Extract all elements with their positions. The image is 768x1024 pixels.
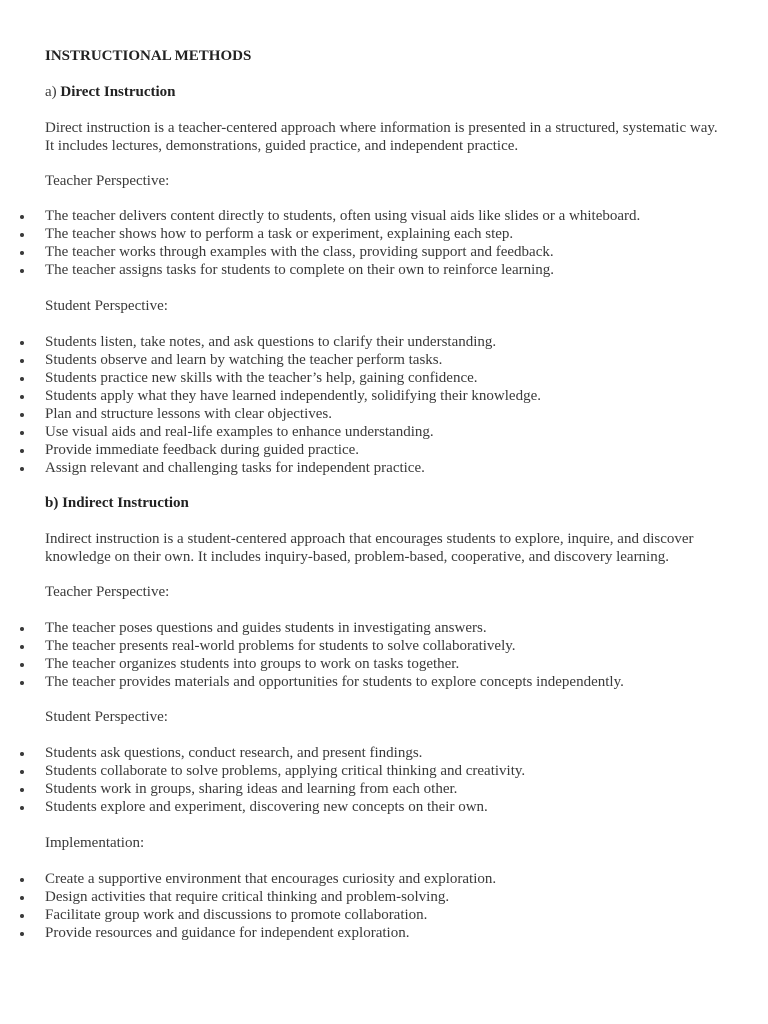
list-item: Assign relevant and challenging tasks for independent practice. (0, 459, 740, 477)
list-item: Provide immediate feedback during guided practice. (0, 441, 740, 459)
list-item: Provide resources and guidance for independent exploration. (0, 924, 740, 942)
list-item: The teacher poses questions and guides students in investigating answers. (0, 619, 740, 637)
section-b-description: Indirect instruction is a student-centered approach that encourages students to explore, inquire, and discover knowledge on their own. It includes inquiry-based, problem-based, cooperative, and discovery learning. (45, 531, 694, 565)
section-a-title: Direct Instruction (60, 84, 176, 100)
list-item: The teacher presents real-world problems for students to solve collaboratively. (0, 637, 740, 655)
list-item: Create a supportive environment that encourages curiosity and exploration. (0, 870, 740, 888)
list-item: Students work in groups, sharing ideas and learning from each other. (0, 780, 740, 798)
list-item: Students listen, take notes, and ask questions to clarify their understanding. (0, 333, 740, 351)
section-a-teacher-label: Teacher Perspective: (45, 173, 170, 189)
list-item: Design activities that require critical thinking and problem-solving. (0, 888, 740, 906)
section-b-student-label: Student Perspective: (45, 709, 168, 725)
list-item: The teacher provides materials and opportunities for students to explore concepts independently. (0, 673, 740, 691)
document-title: INSTRUCTIONAL METHODS (45, 48, 252, 64)
section-a-student-list (0, 333, 740, 477)
list-item: The teacher shows how to perform a task or experiment, explaining each step. (0, 225, 740, 243)
list-item: Students observe and learn by watching the teacher perform tasks. (0, 351, 740, 369)
section-b-teacher-label: Teacher Perspective: (45, 584, 170, 600)
section-b-implementation-list (0, 870, 740, 942)
section-b-teacher-list (0, 619, 740, 691)
list-item: Use visual aids and real-life examples to enhance understanding. (0, 423, 740, 441)
list-item: Plan and structure lessons with clear objectives. (0, 405, 740, 423)
list-item: Students practice new skills with the teacher’s help, gaining confidence. (0, 369, 740, 387)
section-a-prefix: a) (45, 84, 57, 100)
list-item: Students ask questions, conduct research, and present findings. (0, 744, 740, 762)
list-item: The teacher delivers content directly to students, often using visual aids like slides or a whiteboard. (0, 207, 740, 225)
section-a-teacher-list (0, 207, 740, 279)
list-item: Students apply what they have learned independently, solidifying their knowledge. (0, 387, 740, 405)
section-b-student-list (0, 744, 740, 816)
list-item: The teacher assigns tasks for students to complete on their own to reinforce learning. (0, 261, 740, 279)
list-item: Students explore and experiment, discovering new concepts on their own. (0, 798, 740, 816)
section-a-student-label: Student Perspective: (45, 298, 168, 314)
list-item: The teacher works through examples with the class, providing support and feedback. (0, 243, 740, 261)
list-item: Facilitate group work and discussions to promote collaboration. (0, 906, 740, 924)
list-item: Students collaborate to solve problems, applying critical thinking and creativity. (0, 762, 740, 780)
section-b-heading: b) Indirect Instruction (45, 495, 189, 511)
section-b-implementation-label: Implementation: (45, 835, 145, 851)
section-a-heading (45, 83, 725, 101)
list-item: The teacher organizes students into groups to work on tasks together. (0, 655, 740, 673)
section-a-description: Direct instruction is a teacher-centered approach where information is presented in a structured, systematic way. It includes lectures, demonstrations, guided practice, and independent practice. (45, 120, 718, 154)
